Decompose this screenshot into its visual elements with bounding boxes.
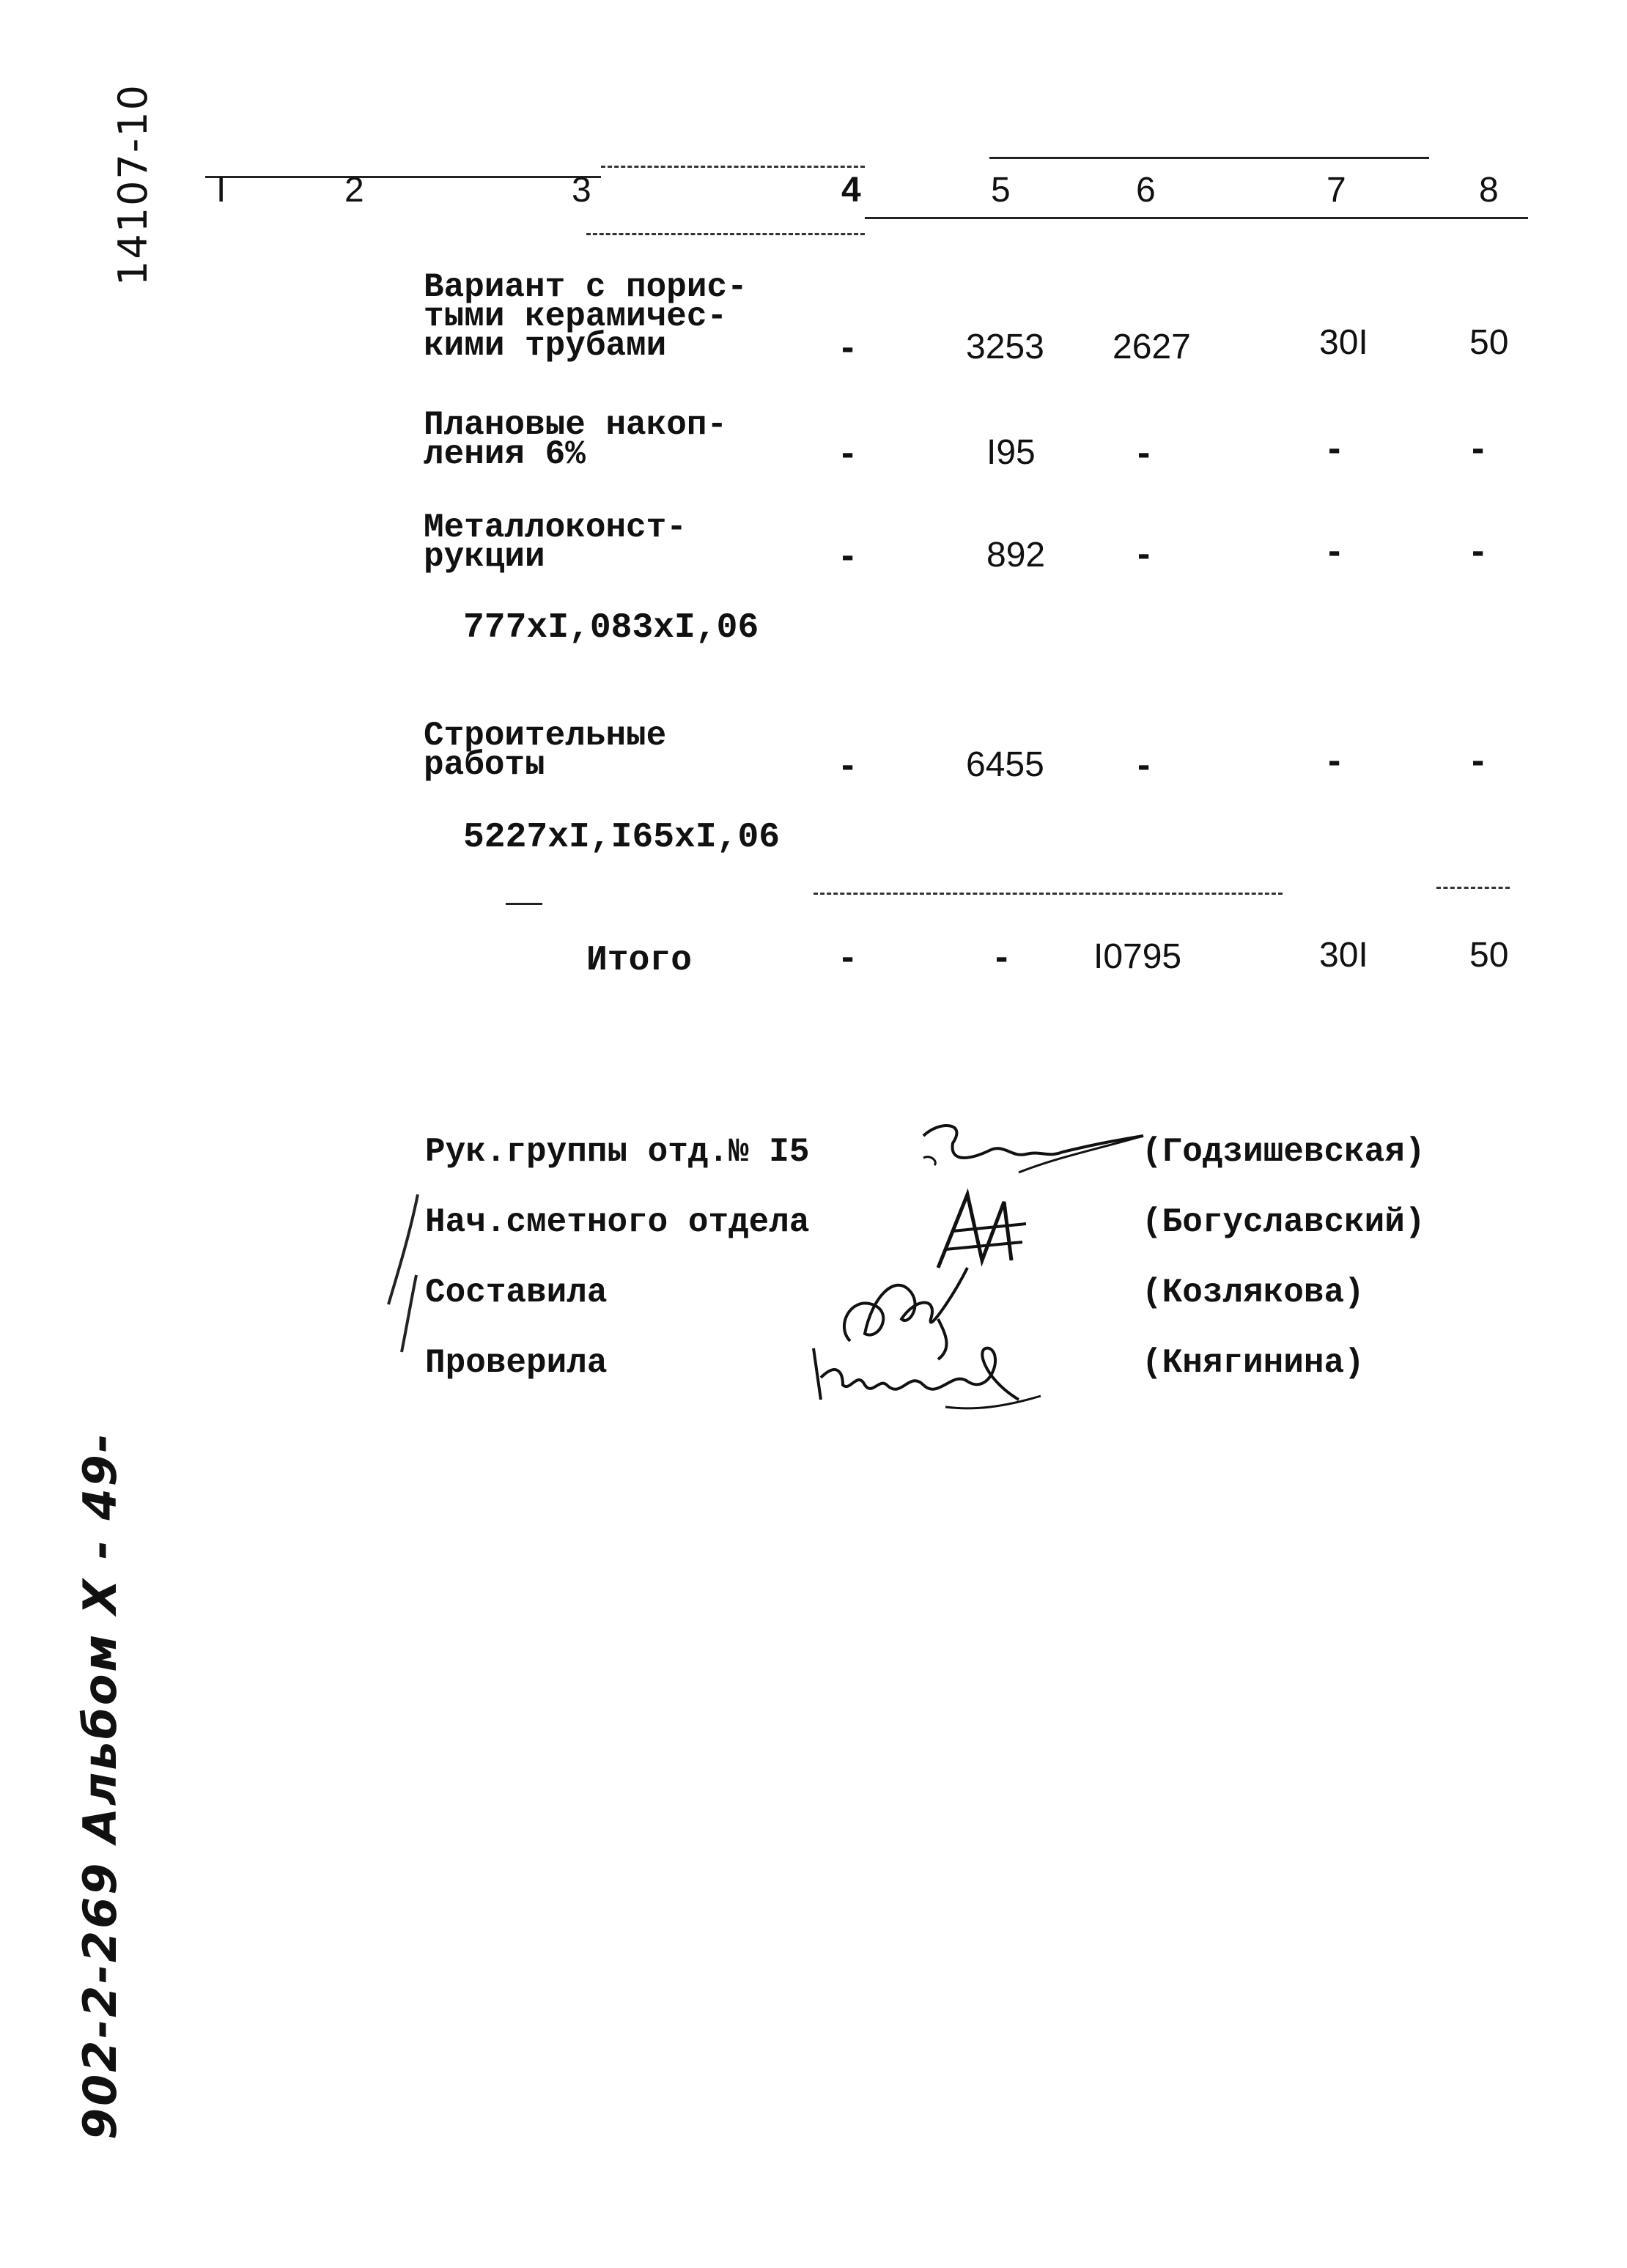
signer-name: (Княгинина) [1142,1344,1365,1382]
total-rule-left [506,903,542,905]
calc-formula: 777xI,083xI,06 [463,608,759,648]
total-label: Итого [586,941,693,980]
cell-col8: - [1472,530,1485,572]
cell-col6: - [1137,744,1151,786]
row-description-line: тыми керамичес- [424,298,728,336]
row-description-line: рукции [424,538,545,576]
cell-col6: - [1137,533,1151,575]
cell-col6: - [1137,432,1151,474]
row-description-line: Плановые накоп- [424,406,728,444]
signer-name: (Годзишевская) [1142,1133,1425,1171]
total-col6: I0795 [1093,937,1182,976]
cell-col7: - [1328,427,1341,470]
total-col5: - [995,936,1008,978]
cell-col7: - [1328,530,1341,572]
column-header-1: I [216,171,226,210]
total-col4: - [841,936,855,978]
row-description-line: работы [424,746,545,784]
cell-col8: 50 [1469,323,1509,362]
total-col8: 50 [1469,936,1509,975]
header-rule-top-right [989,157,1429,159]
column-header-4: 4 [841,171,861,210]
row-description-line: Вариант с порис- [424,268,748,306]
header-rule-top-mid [601,166,865,168]
column-header-6: 6 [1136,171,1156,210]
cell-col7: 30I [1319,323,1368,362]
total-rule-right [1436,887,1510,889]
column-header-3: 3 [572,171,591,210]
header-rule-bottom-mid [586,233,865,235]
cell-col6: 2627 [1113,328,1191,366]
column-header-2: 2 [344,171,364,210]
signer-name: (Козлякова) [1142,1274,1365,1312]
cell-col4: - [841,432,855,474]
signer-name: (Богуславский) [1142,1203,1425,1241]
row-description-line: Строительные [424,717,667,755]
total-col7: 30I [1319,936,1368,975]
calc-formula: 5227xI,I65xI,06 [463,818,781,857]
header-rule-top-left [205,176,601,178]
column-header-5: 5 [991,171,1011,210]
cell-col4: - [841,534,855,577]
row-description-line: кими трубами [424,327,667,365]
album-reference: 902-2-269 Альбом X - 49- [73,1431,127,2140]
row-description-line: Металлоконст- [424,509,687,547]
row-description-line: ления 6% [424,435,586,473]
cell-col5: I95 [986,433,1036,472]
cell-col7: - [1328,739,1341,782]
header-rule-bottom-right [865,217,1528,219]
cell-col5: 6455 [966,745,1044,784]
signer-role: Рук.группы отд.№ I5 [425,1133,810,1171]
cell-col5: 892 [986,536,1046,575]
cell-col4: - [841,744,855,786]
column-header-8: 8 [1479,171,1499,210]
margin-bracket-mark [381,1187,425,1356]
cell-col8: - [1472,739,1485,782]
document-code-top: 14107-10 [110,84,156,286]
signer-role: Проверила [425,1344,608,1382]
cell-col4: - [841,326,855,369]
signer-role: Нач.сметного отдела [425,1203,810,1241]
cell-col5: 3253 [966,328,1044,366]
signature-mark [799,1326,1048,1414]
signer-role: Составила [425,1274,608,1312]
column-header-7: 7 [1327,171,1346,210]
cell-col8: - [1472,427,1485,470]
total-rule-mid [814,893,1283,895]
